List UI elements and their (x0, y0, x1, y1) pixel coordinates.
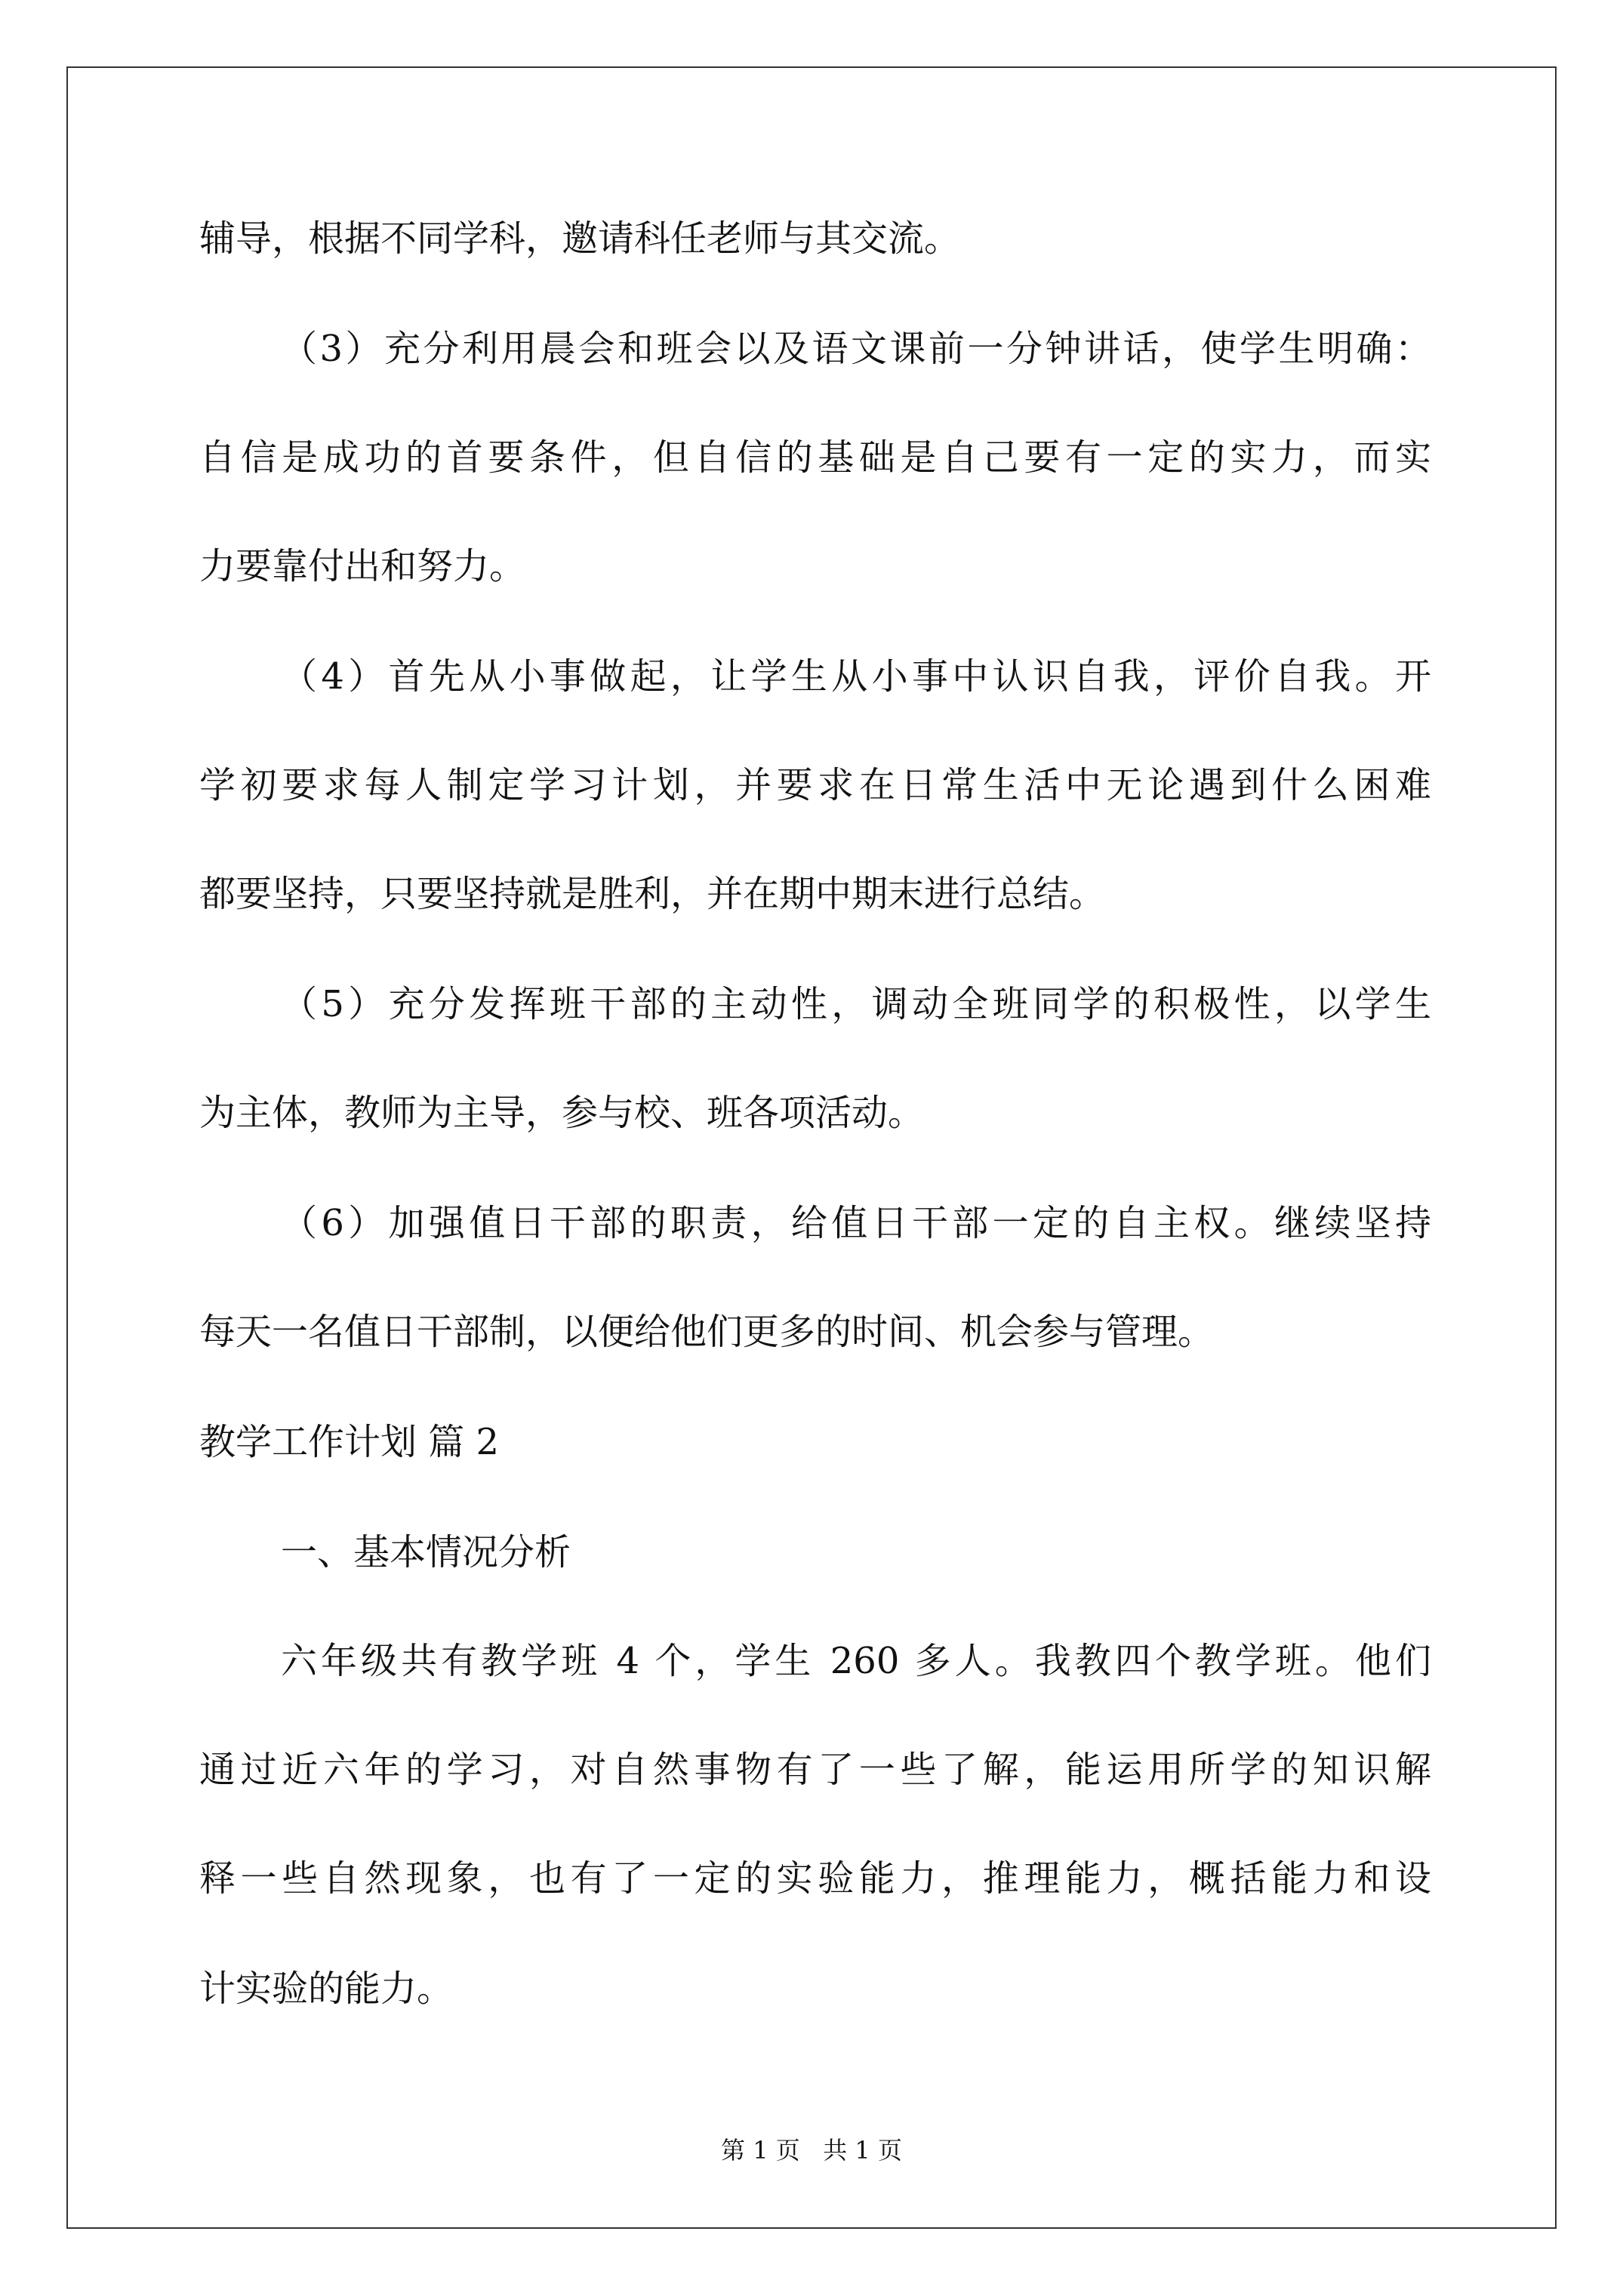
subsection-heading: 一、基本情况分析 (281, 1531, 571, 1573)
paragraph-line: 每天一名值日干部制，以便给他们更多的时间、机会参与管理。 (199, 1311, 1215, 1353)
paragraph-line: （6）加强值日干部的职责，给值日干部一定的自主权。继续坚持 (281, 1202, 1431, 1244)
page-number-footer: 第 1 页 共 1 页 (721, 2136, 902, 2165)
paragraph-line: 辅导，根据不同学科，邀请科任老师与其交流。 (199, 217, 961, 260)
paragraph-line: （5）充分发挥班干部的主动性，调动全班同学的积极性，以学生 (281, 983, 1431, 1025)
paragraph-line: 六年级共有教学班 4 个，学生 260 多人。我教四个教学班。他们 (281, 1640, 1431, 1682)
paragraph-line: 自信是成功的首要条件，但自信的基础是自己要有一定的实力，而实 (199, 436, 1431, 479)
paragraph-line: 学初要求每人制定学习计划，并要求在日常生活中无论遇到什么困难 (199, 764, 1431, 806)
paragraph-line: （4）首先从小事做起，让学生从小事中认识自我，评价自我。开 (281, 655, 1431, 698)
paragraph-line: （3）充分利用晨会和班会以及语文课前一分钟讲话，使学生明确： (281, 328, 1431, 370)
paragraph-line: 力要靠付出和努力。 (199, 545, 526, 587)
paragraph-line: 计实验的能力。 (199, 1968, 454, 2010)
section-heading: 教学工作计划 篇 2 (199, 1421, 500, 1463)
paragraph-line: 通过近六年的学习，对自然事物有了一些了解，能运用所学的知识解 (199, 1749, 1431, 1791)
page-border (66, 66, 1557, 2229)
paragraph-line: 都要坚持，只要坚持就是胜利，并在期中期末进行总结。 (199, 873, 1106, 915)
paragraph-line: 释一些自然现象，也有了一定的实验能力，推理能力，概括能力和设 (199, 1857, 1431, 1900)
paragraph-line: 为主体，教师为主导，参与校、班各项活动。 (199, 1092, 925, 1134)
